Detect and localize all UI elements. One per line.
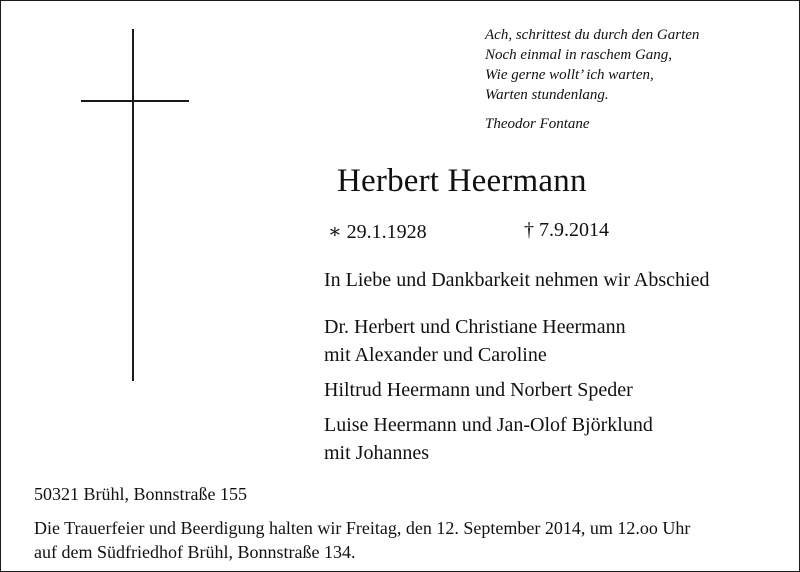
poem-line: Wie gerne wollt’ ich warten,: [485, 67, 654, 83]
family-list: [324, 313, 653, 474]
family-group: [324, 313, 653, 369]
birth-date: ∗ 29.1.1928: [328, 221, 427, 243]
family-line: mit Johannes: [324, 442, 429, 464]
cross-vertical-bar: [132, 29, 134, 381]
poem-line: Warten stundenlang.: [485, 87, 609, 103]
cross-horizontal-bar: [81, 100, 189, 102]
notice-line: Die Trauerfeier und Beerdigung halten wir Freitag, den 12. September 2014, um 12.oo Uhr: [34, 518, 691, 538]
death-date: † 7.9.2014: [524, 219, 609, 241]
poem-line: Noch einmal in raschem Gang,: [485, 47, 673, 63]
poem-author: Theodor Fontane: [485, 116, 590, 132]
deceased-name: Herbert Heermann: [337, 163, 587, 199]
family-line: Dr. Herbert und Christiane Heermann: [324, 316, 626, 338]
poem-line: Ach, schrittest du durch den Garten: [485, 27, 700, 43]
funeral-notice: [34, 516, 690, 564]
family-group: [324, 411, 653, 467]
notice-line: auf dem Südfriedhof Brühl, Bonnstraße 134.: [34, 542, 356, 562]
poem-quote: [485, 25, 699, 105]
farewell-text: In Liebe und Dankbarkeit nehmen wir Abschied: [324, 269, 710, 291]
family-line: Hiltrud Heermann und Norbert Speder: [324, 379, 633, 401]
family-line: mit Alexander und Caroline: [324, 344, 547, 366]
family-group: [324, 376, 653, 404]
family-line: Luise Heermann und Jan-Olof Björklund: [324, 414, 653, 436]
family-address: 50321 Brühl, Bonnstraße 155: [34, 484, 247, 504]
